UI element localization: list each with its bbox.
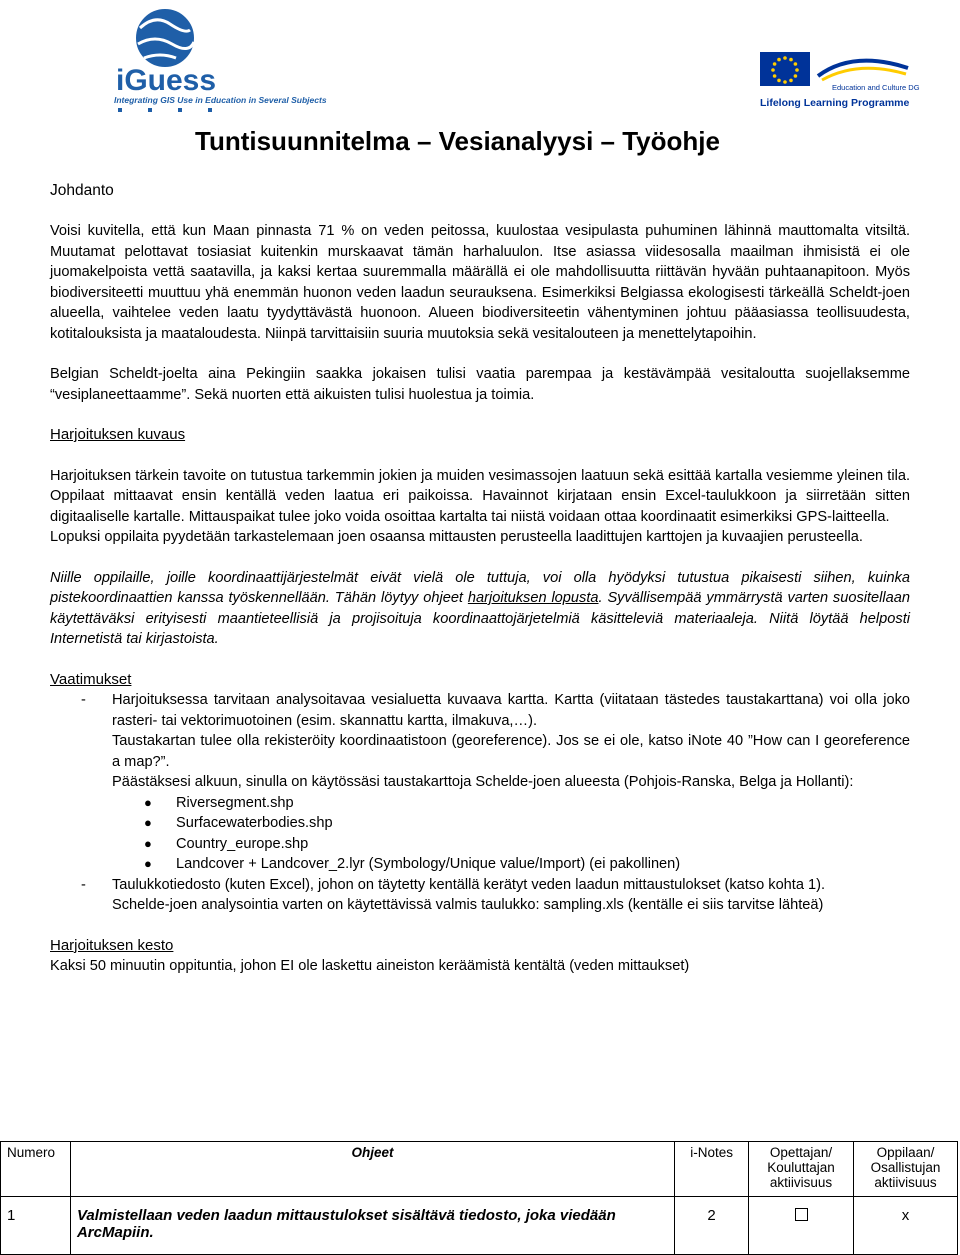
list-item [50,793,910,814]
description-note-part-b: . Syvällisempää ymmärrystä varten suositellaan käytettäväksi erityisesti maantieteellisiä ja projisoituja koordinaattojärjetelmiä käsitteleviä materiaaleja. Niitä löytää helposti Internetistä tai kirjastoista. [50,590,911,647]
requirements-heading: Vaatimukset [50,670,132,688]
bullet-icon: ● [144,856,152,871]
list-item [50,854,910,875]
row-teacher-activity [749,1197,854,1255]
header-number: Numero [1,1142,71,1197]
basemap-file-list [50,793,910,875]
header-teacher-activity: Opettajan/ Kouluttajan aktiivisuus [749,1142,854,1197]
table-row [1,1197,958,1255]
list-item [50,813,910,834]
iguess-logo-text: iGuess [116,64,217,97]
requirement-spreadsheet-text-b: Schelde-joen analysointia varten on käytettävissä valmis taulukko: sampling.xls (kentälle ei siis tarvitse lähteä) [112,897,824,913]
requirement-map-text-a: Harjoituksessa tarvitaan analysoitavaa vesialuetta kuvaava kartta. Kartta (viitataan tästedes taustakarttana) voi olla joko rasteri- tai vektorimuotoinen (esim. skannattu kartta, ilmakuva,…). [112,692,910,729]
file-name: Riversegment.shp [176,794,294,811]
description-paragraph-2: Lopuksi oppilaita pyydetään tarkastelemaan joen osaansa mittausten perusteella laadittujen karttojen ja kuvaajien perusteella. [50,529,863,545]
eu-logo-line2: Lifelong Learning Programme [760,97,910,109]
intro-paragraph-2: Belgian Scheldt-joelta aina Pekingiin saakka jokaisen tulisi vaatia parempaa ja kestävämpää vesitaloutta suojellaksemme “vesiplaneettaamme”. Sekä nuorten että aikuisten tulisi huolestua ja toimia. [50,366,910,403]
file-name: Surfacewaterbodies.shp [176,815,333,831]
checkbox-empty-icon [795,1208,808,1221]
requirement-map-text-b: Taustakartan tulee olla rekisteröity koordinaatistoon (georeference). Jos se ei ole, katso iNote 40 ”How can I georeference a map?”. [112,733,910,770]
bullet-icon: ● [144,835,152,851]
list-dash: - [81,692,86,708]
row-inotes: 2 [675,1197,749,1255]
requirement-spreadsheet [50,875,910,916]
intro-heading: Johdanto [50,182,114,199]
requirement-map-text-c: Päästäksesi alkuun, sinulla on käytössäsi taustakarttoja Schelde-joen alueesta (Pohjois-Ranska, Belga ja Hollanti): [112,774,854,790]
duration-text: Kaksi 50 minuutin oppituntia, johon EI ole laskettu aineiston keräämistä kentältä (veden mittaukset) [50,958,690,974]
bullet-icon: ● [144,794,152,810]
file-name: Country_europe.shp [176,835,309,852]
row-instruction: Valmistellaan veden laadun mittaustulokset sisältävä tiedosto, joka viedään ArcMapiin. [70,1197,674,1255]
row-number: 1 [1,1197,71,1255]
description-paragraph-1: Harjoituksen tärkein tavoite on tutustua tarkemmin jokien ja muiden vesimassojen laatuun sekä esittää kartalla vesiemme yleinen tila. Oppilaat mittaavat ensin kentällä veden laatua eri paikoissa. Havainnot kirjataan ensin Excel-taulukkoon ja siirretään sitten digitaaliselle kartalle. Mittauspaikat tulee joko voida osoittaa kartalta tai niistä voidaan ottaa koordinaatit esimerkiksi GPS-laitteella. [50,467,910,525]
row-student-activity: x [854,1197,958,1255]
instructions-table [0,1141,958,1255]
document-body [50,221,910,977]
list-item [50,834,910,855]
description-heading: Harjoituksen kuvaus [50,426,186,443]
header-instructions: Ohjeet [70,1142,674,1197]
description-note [50,568,910,650]
table-header-row [1,1142,958,1197]
exercise-end-link[interactable]: harjoituksen lopusta [467,590,599,606]
eu-lifelong-learning-logo [758,50,918,112]
page-title: Tuntisuunnitelma – Vesianalyysi – Työohje [195,126,720,156]
requirement-map [50,690,910,793]
requirements-list [50,690,910,793]
header-inotes: i-Notes [675,1142,749,1197]
list-dash: - [81,876,86,893]
header-student-activity: Oppilaan/ Osallistujan aktiivisuus [854,1142,958,1197]
intro-paragraph-1: Voisi kuvitella, että kun Maan pinnasta 71 % on veden peitossa, kuulostaa vesipulasta puhuminen lähinnä mauttomalta vitsiltä. Muutamat pelottavat tosiasiat kuitenkin murskaavat tämän harhaluulon. Itse asiassa viidesosalla maailman ihmisistä ei ole juomakelpoista vettä saatavilla, ja kaksi kertaa suuremmalla määrällä ei ole mahdollisuutta riittävän hyvään puhtaanapitoon. Myös biodiversiteetti muuttuu yhä enemmän huonon veden laadun seurauksena. Esimerkiksi Belgiassa ekologisesti tärkeällä Scheldt-joen alueella, vaihtelee veden laatu tyydyttävästä huonoon. Alueen biodiversiteetin vähentyminen johtuu pääasiassa teollisuudesta, kotitalouksista ja maataloudesta. Niinpä tarvittaisiin suuria muutoksia sekä vesitalouteen ja menettelytapoihin. [50,223,910,342]
duration-heading: Harjoituksen kesto [50,936,174,954]
bullet-icon: ● [144,815,152,830]
iguess-logo [110,4,327,114]
requirements-list-2 [50,875,910,916]
requirement-spreadsheet-text-a: Taulukkotiedosto (kuten Excel), johon on täytetty kentällä kerätyt veden laadun mittaustulokset (katso kohta 1). [112,876,826,893]
file-name: Landcover + Landcover_2.lyr (Symbology/Unique value/Import) (ei pakollinen) [176,856,681,872]
iguess-logo-tagline: Integrating GIS Use in Education in Several Subjects [114,95,327,105]
description-note-part-a: Niille oppilaille, joille koordinaattijärjestelmät eivät vielä ole tuttuja, voi olla hyödyksi tutustua pikaisesti siihen, kuinka pistekoordinaattien kanssa työskennellään. Tähän löytyy ohjeet [50,569,910,606]
eu-logo-line1: Education and Culture DG [832,83,920,92]
